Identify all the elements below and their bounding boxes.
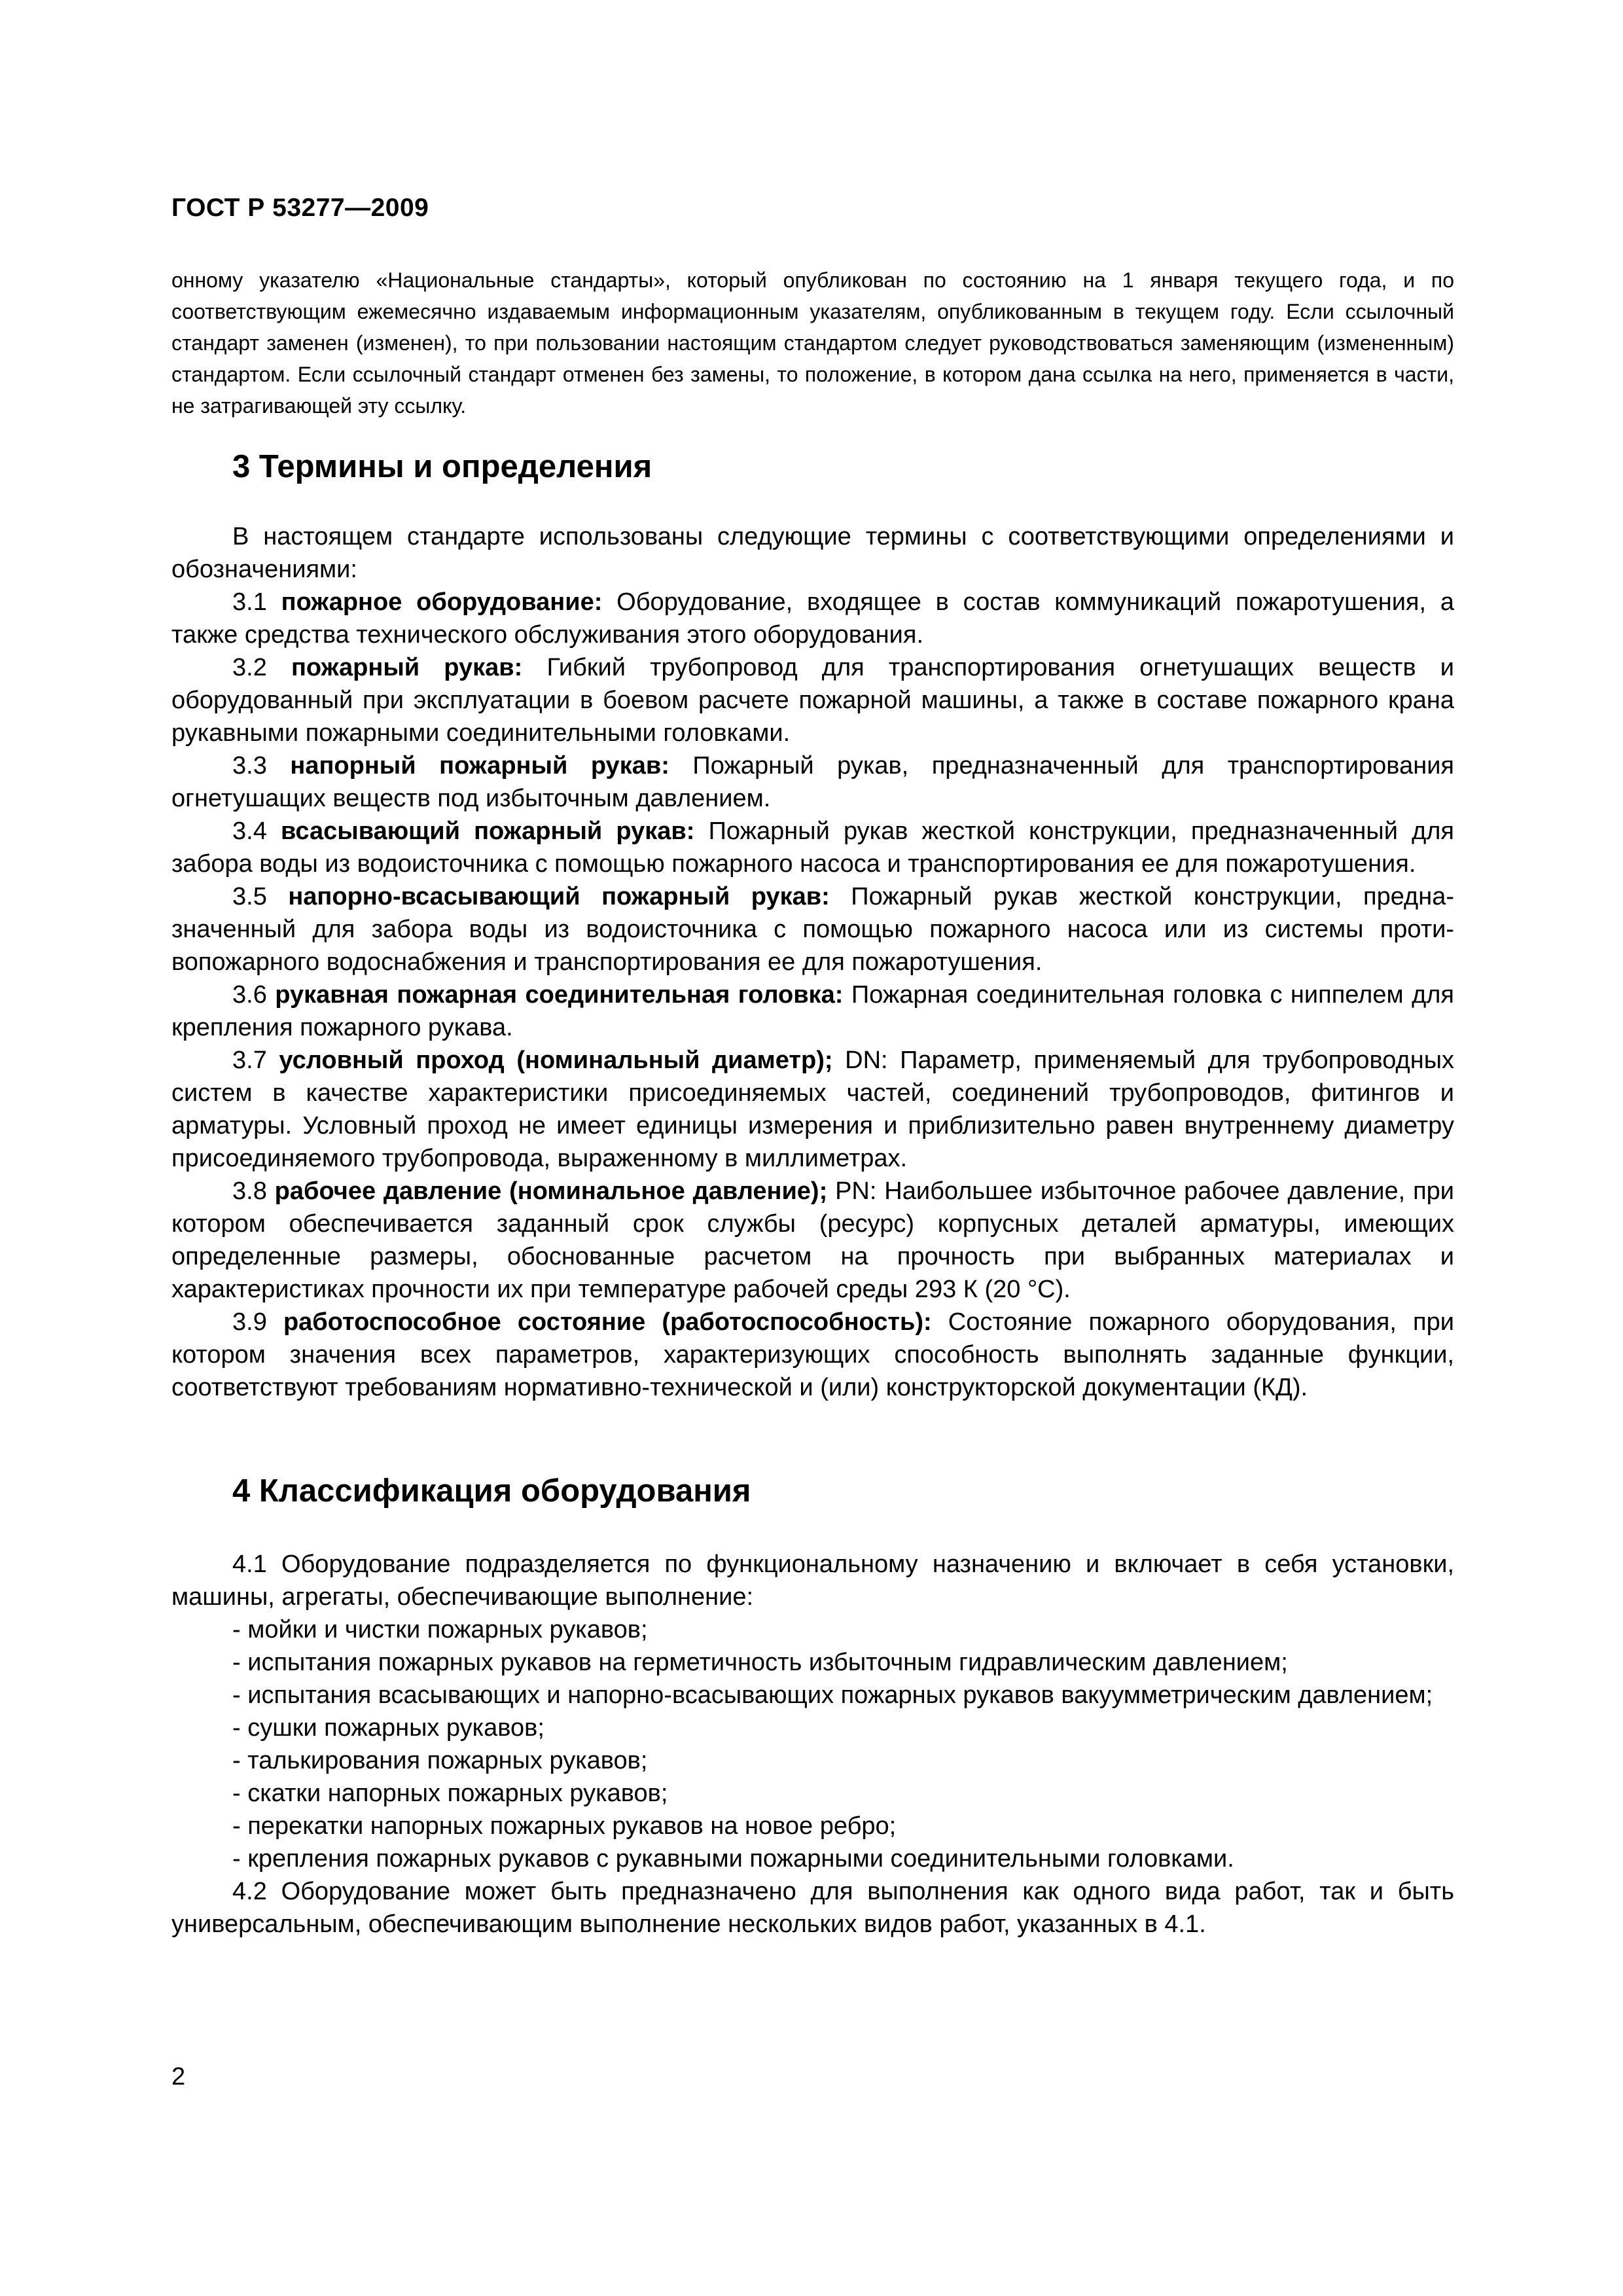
term-name: напорный пожарный рукав: (290, 752, 669, 780)
term-definition: Оборудование, входящее в состав коммуникаций пожаротушения, а также средства технического обслуживания этого оборудования. (171, 588, 1454, 649)
term-number: 3.6 (232, 981, 267, 1009)
term-name: пожарный рукав: (291, 654, 523, 681)
term-definition: PN: Наибольшее избыточное рабочее давление, при котором обеспечивается заданный срок службы (ресурс) корпусных деталей арматуры, имеющих определенные размеры, обоснованные расчетом на прочность при выбранных материалах и характеристиках прочности их при температуре рабочей среды 293 К (20 °С). (171, 1177, 1455, 1303)
term-3-8 (171, 1175, 1454, 1306)
document-code-header: ГОСТ Р 53277—2009 (171, 194, 429, 222)
list-item: - скатки напорных пожарных рукавов; (232, 1780, 668, 1807)
term-number: 3.3 (232, 752, 267, 780)
term-name: работоспособное состояние (работоспособность): (283, 1308, 932, 1336)
term-3-3 (171, 749, 1454, 815)
term-3-9 (171, 1306, 1454, 1404)
term-definition: Состояние пожарного оборудования, при котором значения всех параметров, характеризующих способность выполнять заданные функции, соответствуют требованиям нормативно-технической и (или) конструкторской документации (КД). (171, 1308, 1454, 1401)
term-number: 3.8 (232, 1177, 267, 1205)
section-4-body (171, 1548, 1454, 1941)
term-name: пожарное оборудование: (281, 588, 603, 616)
term-3-5 (171, 880, 1454, 978)
intro-paragraph: онному указателю «Национальные стандарты», который опубликован по состоянию на 1 января текущего года, и по соответствующим ежемесячно издаваемым информационным указателям, опубликованным в текущем году. Если ссылочный стандарт заменен (изменен), то при пользовании настоящим стандартом следует руководствоваться заменяющим (измененным) стандартом. Если ссылочный стандарт отменен без замены, то положение, в котором дана ссылка на него, применяется в части, не затрагивающей эту ссылку. (171, 268, 1454, 418)
term-definition: Гибкий трубопровод для транспортирования огнетушащих веществ и оборудованный при эксплуатации в боевом расчете пожарной машины, а также в составе пожарного крана рукавными пожарными соединительными головками. (171, 654, 1455, 747)
term-number: 3.5 (232, 883, 267, 910)
list-item: - испытания всасывающих и напорно-всасывающих пожарных рукавов вакуумметрическим давлением; (232, 1681, 1433, 1709)
term-number: 3.9 (232, 1308, 267, 1336)
section-3-title: 3 Термины и определения (232, 449, 652, 484)
term-number: 3.7 (232, 1047, 267, 1074)
list-item: - перекатки напорных пожарных рукавов на новое ребро; (232, 1812, 897, 1840)
list-item: - талькирования пожарных рукавов; (232, 1747, 648, 1774)
term-3-1 (171, 586, 1454, 651)
page-number: 2 (171, 2063, 186, 2090)
term-definition: Пожарная соединительная головка с ниппелем для крепления пожарного рукава. (171, 981, 1454, 1041)
list-item: - мойки и чистки пожарных рукавов; (232, 1616, 648, 1643)
term-definition: DN: Параметр, применяемый для трубопроводных систем в качестве характеристики присоединяемых частей, соединений трубопроводов, фитингов и арматуры. Условный проход не имеет единицы измерения и приблизительно равен внутреннему диаметру присоединяемого трубопровода, выраженному в миллиметрах. (171, 1047, 1455, 1172)
term-3-2 (171, 651, 1454, 749)
term-3-4 (171, 815, 1454, 880)
term-name: рабочее давление (номинальное давление); (274, 1177, 828, 1205)
clause-4-1: 4.1 Оборудование подразделяется по функциональному назначению и включает в себя установки, машины, агрегаты, обеспечивающие выполнение: (171, 1551, 1454, 1611)
term-definition: Пожарный рукав жесткой конструкции, предназначенный для забора воды из водоисточника с помощью пожарного насоса или из системы противопожарного водоснабжения и транспортирования ее для пожаротушения. (171, 883, 1454, 976)
term-number: 3.1 (232, 588, 267, 616)
section-3-intro: В настоящем стандарте использованы следующие термины с соответствующими определениями и обозначениями: (171, 523, 1454, 583)
section-4-title: 4 Классификация оборудования (232, 1473, 751, 1509)
list-item: - сушки пожарных рукавов; (232, 1714, 544, 1742)
term-number: 3.2 (232, 654, 267, 681)
term-name: всасывающий пожарный рукав: (280, 817, 695, 845)
term-definition: Пожарный рукав жесткой конструкции, предназначенный для забора воды из водоисточника с помощью пожарного насоса и транспортирования ее для пожаротушения. (171, 817, 1454, 878)
term-name: напорно-всасывающий пожарный рукав: (288, 883, 830, 910)
list-item: - крепления пожарных рукавов с рукавными пожарными соединительными головками. (232, 1845, 1234, 1873)
term-3-6 (171, 978, 1454, 1044)
term-name: условный проход (номинальный диаметр); (279, 1047, 833, 1074)
term-number: 3.4 (232, 817, 267, 845)
section-3-body (171, 520, 1454, 1404)
clause-4-2: 4.2 Оборудование может быть предназначено для выполнения как одного вида работ, так и быть универсальным, обеспечивающим выполнение нескольких видов работ, указанных в 4.1. (171, 1878, 1454, 1938)
term-definition: Пожарный рукав, предназначенный для транспортирования огнетушащих веществ под избыточным давлением. (171, 752, 1454, 812)
term-3-7 (171, 1044, 1454, 1175)
term-name: рукавная пожарная соединительная головка: (275, 981, 844, 1009)
list-item: - испытания пожарных рукавов на герметичность избыточным гидравлическим давлением; (232, 1649, 1288, 1676)
